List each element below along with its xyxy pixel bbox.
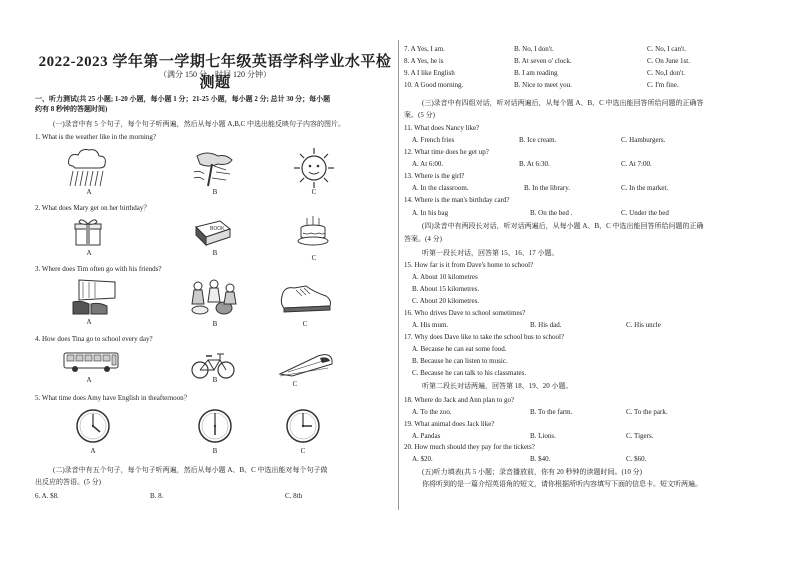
- part1-header: 一、听力测试(共 25 小题; 1-20 小题，每小题 1 分；21-25 小题，每小题 2 分; 总计 30 分；每小题: [35, 95, 331, 103]
- q10-option-b: B. Nice to meet you.: [514, 81, 572, 89]
- question-2: 2. What does Mary get on her birthday？: [35, 204, 151, 212]
- q11-option-c: C. Hamburgers.: [621, 136, 666, 144]
- q14-option-c: C. Under the bed: [621, 209, 669, 217]
- sec4-note-2: 听第二段长对话两遍，回答第 18、19、20 小题。: [422, 382, 573, 390]
- q6-option-c: C. 8th: [285, 492, 303, 500]
- question-19: 19. What animal does Jack like?: [404, 420, 495, 428]
- option-label: A: [86, 249, 92, 257]
- bus-icon: [63, 351, 119, 373]
- question-16: 16. Who drives Dave to school sometimes?: [404, 309, 526, 317]
- sec4-intro-cont: 答案。(4 分): [404, 235, 442, 243]
- q6-option-b: B. 8.: [150, 492, 164, 500]
- column-divider: [398, 40, 399, 510]
- question-12: 12. What time does he get up?: [404, 148, 489, 156]
- sec2-intro-cont: 出反应的答语。(5 分): [35, 478, 101, 486]
- gift-box-icon: [73, 217, 103, 247]
- option-label: C: [292, 380, 298, 388]
- sec5-text: 你将听到的是一篇介绍英语角的短文，请你根据所听内容填写下面的信息卡。短文听两遍。: [422, 480, 702, 488]
- q14-option-a: A. In his bag: [412, 209, 449, 217]
- q12-option-c: C. At 7:00.: [621, 160, 652, 168]
- option-label: B: [212, 447, 218, 455]
- q19-option-a: A. Pandas: [412, 432, 441, 440]
- question-15: 15. How far is it from Dave's home to school?: [404, 261, 534, 269]
- q20-option-c: C. $60.: [626, 455, 647, 463]
- q19-option-c: C. Tigers.: [626, 432, 654, 440]
- q8-option-a: 8. A Yes, he is: [404, 57, 444, 65]
- option-label: B: [212, 188, 218, 196]
- option-label: B: [212, 320, 218, 328]
- sec1-intro: (一)录音中有 5 个句子，每个句子听两遍，然后从每小题 A,B,C 中选出能反映句子内容的图片。: [53, 120, 346, 128]
- q16-option-b: B. His dad.: [530, 321, 562, 329]
- option-label: C: [302, 320, 308, 328]
- q7-option-c: C. No, I can't.: [647, 45, 686, 53]
- option-label: A: [86, 188, 92, 196]
- option-label: A: [86, 376, 92, 384]
- q17-option-c: C. Because he can talk to his classmates.: [412, 369, 527, 377]
- question-11: 11. What does Nancy like?: [404, 124, 480, 132]
- q15-option-c: C. About 20 kilometres.: [412, 297, 480, 305]
- book-icon: [192, 217, 232, 247]
- q9-option-a: 9. A I like English: [404, 69, 455, 77]
- windy-tree-icon: [192, 146, 238, 188]
- question-14: 14. Where is the man's birthday card?: [404, 196, 510, 204]
- q18-option-a: A. To the zoo.: [412, 408, 452, 416]
- rainy-cloud-icon: [65, 146, 111, 188]
- q16-option-a: A. His mum.: [412, 321, 449, 329]
- q17-option-a: A. Because he can eat some food.: [412, 345, 507, 353]
- option-label: C: [300, 447, 306, 455]
- page-title: 2022-2023 学年第一学期七年级英语学科学业水平检测题: [38, 54, 392, 91]
- q7-option-a: 7. A Yes, I am.: [404, 45, 445, 53]
- option-label: C: [311, 254, 317, 262]
- sec3-intro-cont: 案。(5 分): [404, 111, 435, 119]
- birthday-cake-icon: [297, 215, 329, 249]
- q18-option-c: C. To the park.: [626, 408, 668, 416]
- q20-option-a: A. $20.: [412, 455, 433, 463]
- option-label: B: [212, 249, 218, 257]
- q10-option-a: 10. A Good morning.: [404, 81, 464, 89]
- sneaker-icon: [278, 278, 334, 314]
- q8-option-b: B. At seven o' clock.: [514, 57, 572, 65]
- question-13: 13. Where is the girl?: [404, 172, 465, 180]
- q9-option-b: B. I am reading: [514, 69, 558, 77]
- sec2-intro: (二)录音中有五个句子，每个句子听两遍，然后从每小题 A、B、C 中选出能对每个句子做: [53, 466, 328, 474]
- q7-option-b: B. No, I don't.: [514, 45, 554, 53]
- question-18: 18. Where do Jack and Ann plan to go?: [404, 396, 515, 404]
- q11-option-b: B. Ice cream.: [519, 136, 557, 144]
- q8-option-c: C. On June 1st.: [647, 57, 690, 65]
- option-label: A: [90, 447, 96, 455]
- sec5-intro: (五)听力填表(共 5 小题；录音播放前，你有 20 秒钟的读题时间。(10 分): [422, 468, 642, 476]
- question-1: 1. What is the weather like in the morning?: [35, 133, 156, 141]
- q18-option-b: B. To the farm.: [530, 408, 573, 416]
- sun-icon: [292, 146, 336, 190]
- q11-option-a: A. French fries: [412, 136, 455, 144]
- q15-option-b: B. About 15 kilometres.: [412, 285, 480, 293]
- q9-option-c: C. No,I don't.: [647, 69, 686, 77]
- question-5: 5. What time does Amy have English in theafternoon？: [35, 394, 191, 402]
- clock-icon: [197, 408, 233, 444]
- sec4-intro: (四)录音中有两段长对话，听对话两遍后，从每小题 A、B、C 中选出能回答所给问题的正确: [422, 222, 704, 230]
- question-3: 3. Where does Tim often go with his friends?: [35, 265, 162, 273]
- q20-option-b: B. $40.: [530, 455, 551, 463]
- band-music-icon: [188, 278, 238, 316]
- svg-text:BOOK: BOOK: [210, 226, 225, 232]
- page-subtitle: （满分 150 分，时间 120 分钟）: [159, 70, 271, 79]
- clock-icon: [285, 408, 321, 444]
- q12-option-a: A. At 6:00.: [412, 160, 444, 168]
- clock-icon: [75, 408, 111, 444]
- sec3-intro: (三)录音中有四组对话，听对话两遍后，从每个题 A、B、C 中选出能回答所给问题的正确答: [422, 99, 704, 107]
- q19-option-b: B. Lions.: [530, 432, 556, 440]
- question-20: 20. How much should they pay for the tickets?: [404, 443, 535, 451]
- q13-option-c: C. In the market.: [621, 184, 669, 192]
- q13-option-a: A. In the classroom.: [412, 184, 469, 192]
- question-4: 4. How does Tina go to school every day?: [35, 335, 153, 343]
- train-icon: [278, 348, 334, 378]
- option-label: B: [212, 376, 218, 384]
- q13-option-b: B. In the library.: [524, 184, 571, 192]
- q12-option-b: B. At 6:30.: [519, 160, 550, 168]
- q16-option-c: C. His uncle: [626, 321, 661, 329]
- q10-option-c: C. I'm fine.: [647, 81, 679, 89]
- option-label: C: [311, 188, 317, 196]
- question-17: 17. Why does Dave like to take the school bus to school?: [404, 333, 565, 341]
- cinema-seats-icon: [71, 278, 117, 316]
- q15-option-a: A. About 10 kilometres: [412, 273, 478, 281]
- sec4-note-1: 听第一段长对话，回答第 15、16、17 小题。: [422, 249, 559, 257]
- option-label: A: [86, 318, 92, 326]
- q6-option-a: 6. A. $8.: [35, 492, 59, 500]
- q17-option-b: B. Because he can listen to music.: [412, 357, 508, 365]
- part1-header-cont: 约有 8 秒钟的答题时间): [35, 105, 108, 113]
- q14-option-b: B. On the bed .: [530, 209, 573, 217]
